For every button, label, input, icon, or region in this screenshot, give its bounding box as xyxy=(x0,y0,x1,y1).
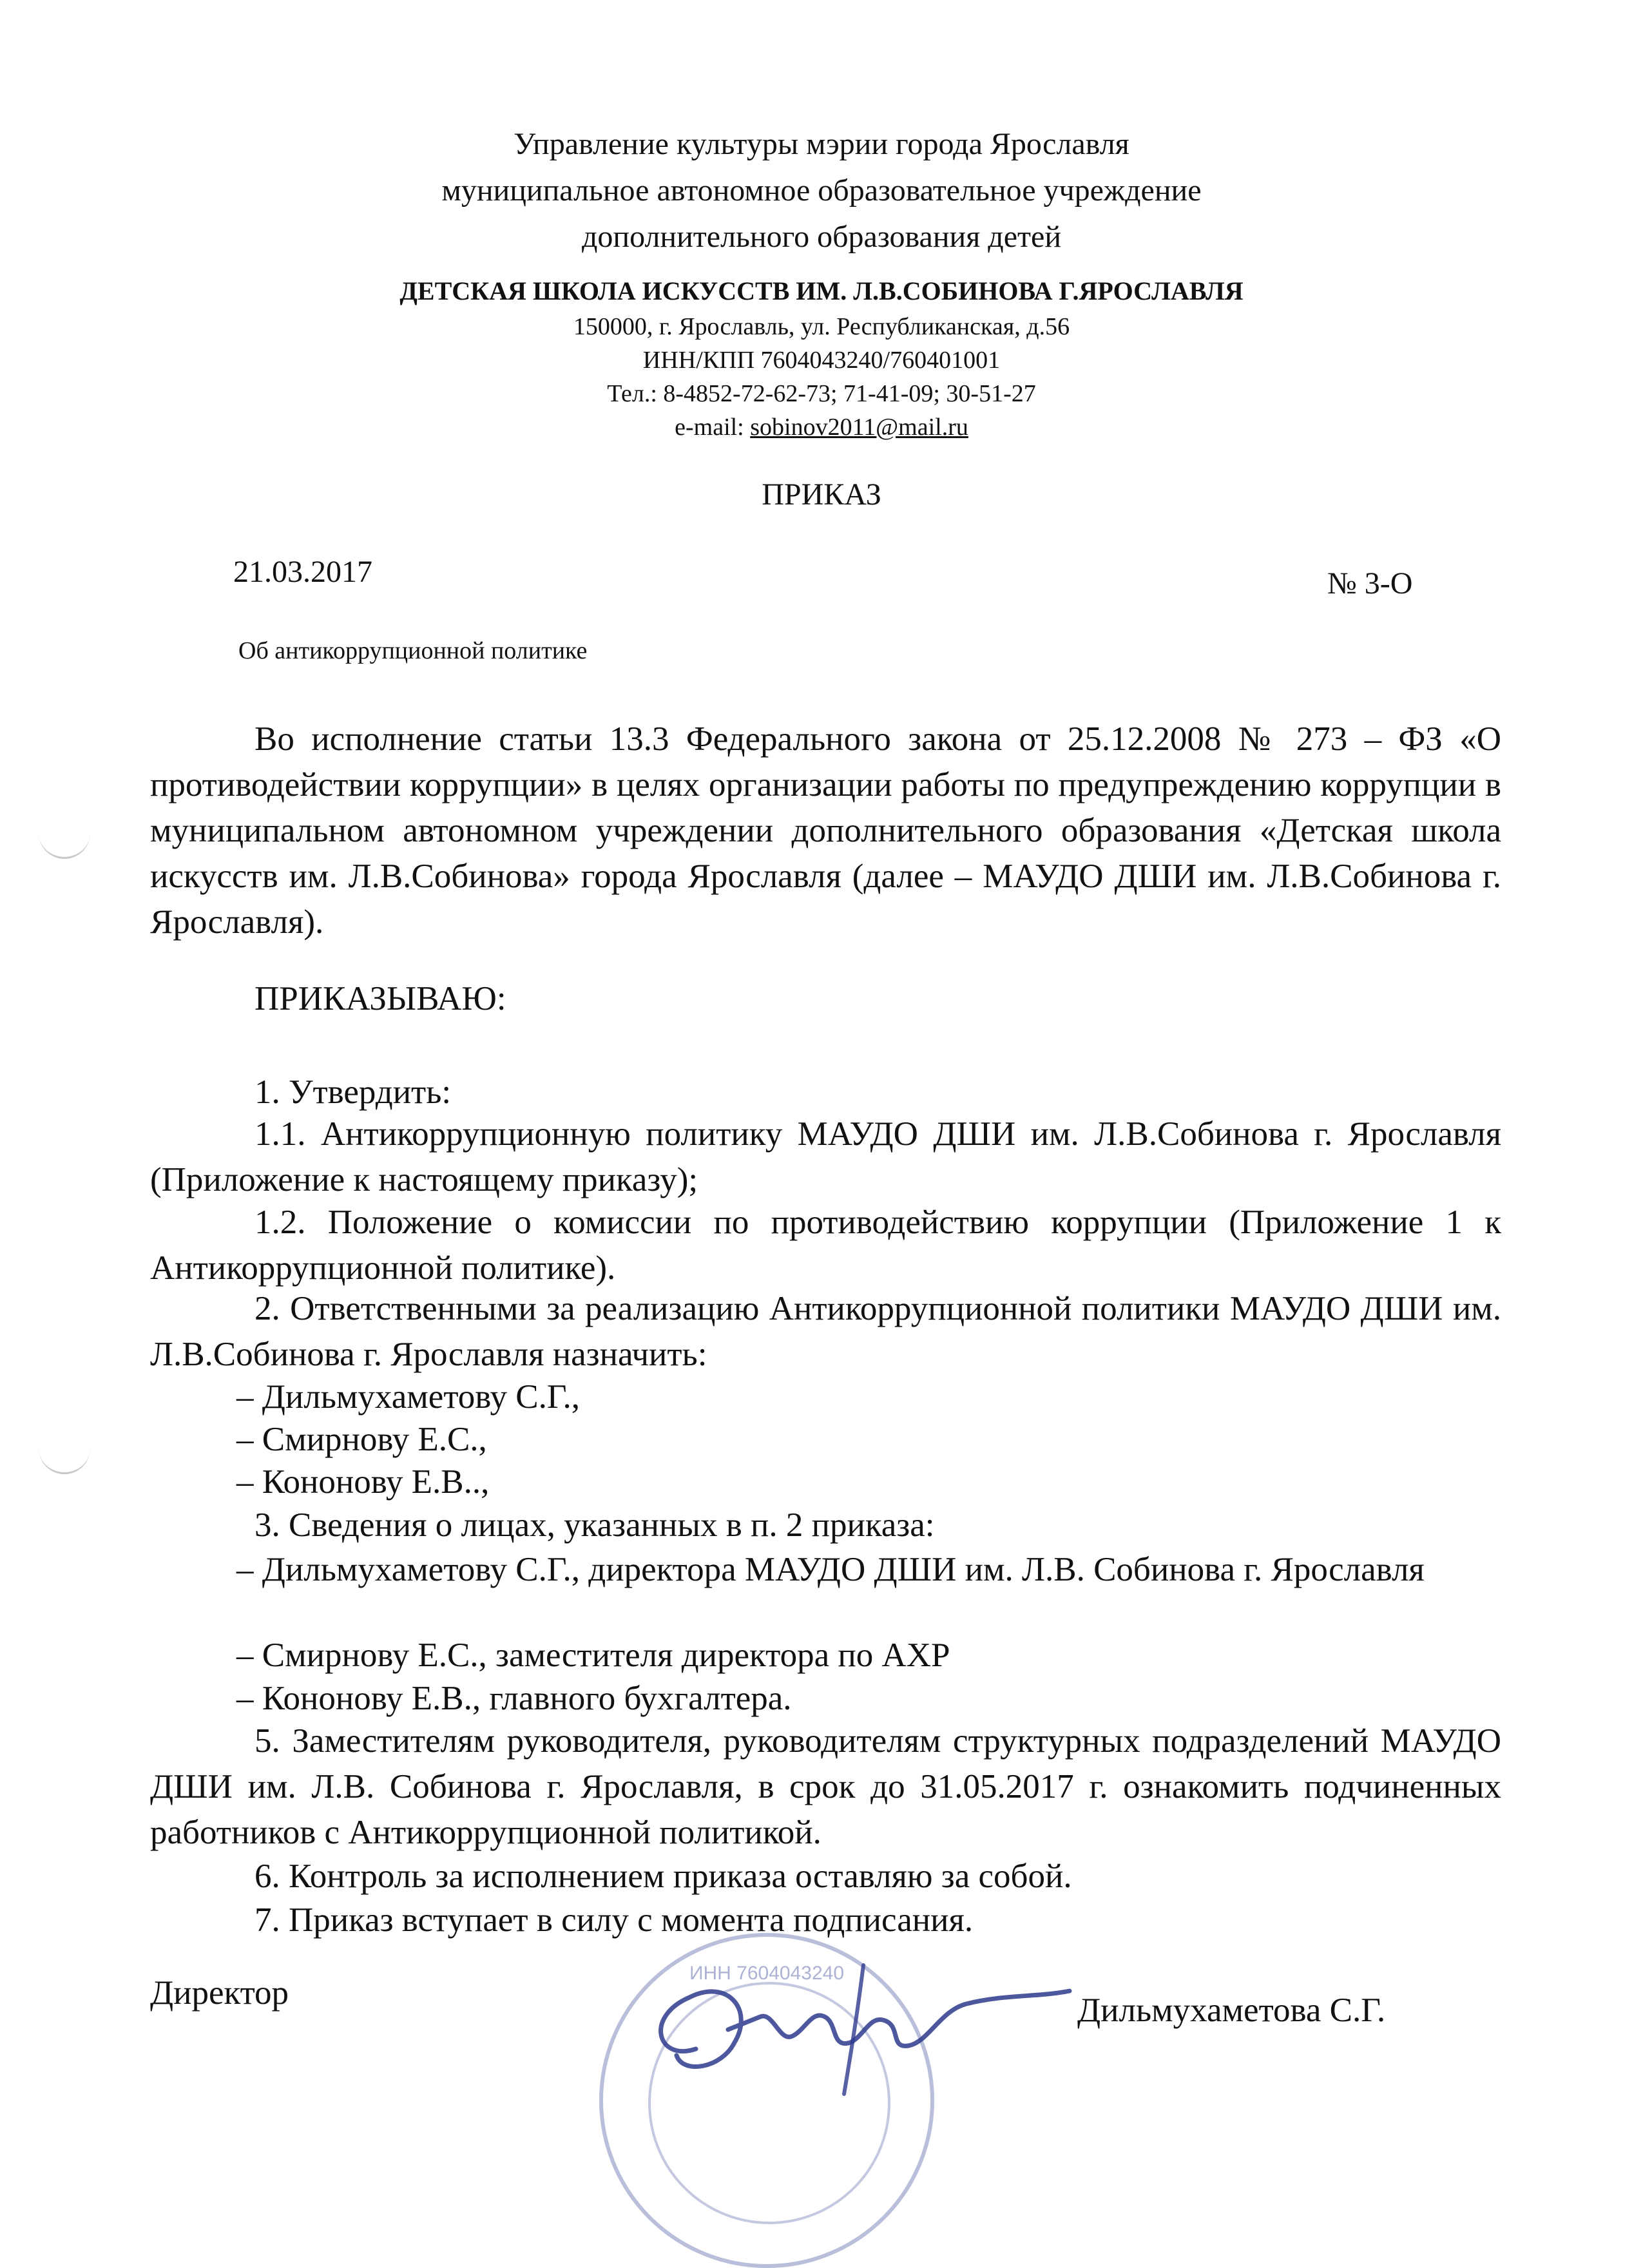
punch-hole-mark xyxy=(39,1446,90,1474)
header-phones: Тел.: 8-4852-72-62-73; 71-41-09; 30-51-27 xyxy=(607,380,1036,407)
stamp-text: ИНН 7604043240 xyxy=(689,1963,845,1984)
responsible-item: – Кононову Е.В.., xyxy=(236,1463,490,1501)
item-1-1: 1.1. Антикоррупционную политику МАУДО ДШИ им. Л.В.Собинова г. Ярославля (Приложение к настоящему приказу); xyxy=(150,1115,1501,1198)
email-link[interactable]: sobinov2011@mail.ru xyxy=(750,414,968,441)
item-6: 6. Контроль за исполнением приказа оставляю за собой. xyxy=(255,1858,1072,1895)
signature-name: Дильмухаметова С.Г. xyxy=(1077,1992,1386,2029)
email-label: e-mail: xyxy=(675,414,751,441)
item-2: 2. Ответственными за реализацию Антикоррупционной политики МАУДО ДШИ им. Л.В.Собинова г. Ярославля назначить: xyxy=(150,1290,1501,1373)
punch-hole-mark xyxy=(39,831,90,859)
item-5: 5. Заместителям руководителя, руководителям структурных подразделений МАУДО ДШИ им. Л.В. Собинова г. Ярославля, в срок до 31.05.2017 г. ознакомить подчиненных работников с Антикоррупционной политикой. xyxy=(150,1722,1501,1851)
item-1: 1. Утвердить: xyxy=(255,1073,452,1111)
preamble-paragraph: Во исполнение статьи 13.3 Федерального закона от 25.12.2008 № 273 – ФЗ «О противодействии коррупции» в целях организации работы по предупреждению коррупции в муниципальном автономном учреждении дополнительного образования «Детская школа искусств им. Л.В.Собинова» города Ярославля (далее – МАУДО ДШИ им. Л.В.Собинова г. Ярославля). xyxy=(150,720,1501,941)
header-department: Управление культуры мэрии города Ярославля xyxy=(514,127,1129,161)
item-1-2: 1.2. Положение о комиссии по противодействию коррупции (Приложение 1 к Антикоррупционной политике). xyxy=(150,1204,1501,1287)
signature-position: Директор xyxy=(150,1974,289,2012)
responsible-item: – Дильмухаметову С.Г., xyxy=(236,1378,581,1416)
info-3: – Кононову Е.В., главного бухгалтера. xyxy=(236,1680,792,1717)
header-address: 150000, г. Ярославль, ул. Республиканская, д.56 xyxy=(573,313,1070,340)
order-title: ПРИКАЗ xyxy=(762,477,881,512)
item-3: 3. Сведения о лицах, указанных в п. 2 приказа: xyxy=(255,1506,935,1544)
order-number: № 3-О xyxy=(1327,566,1413,601)
signature-scribble xyxy=(619,1939,1082,2107)
info-2: – Смирнову Е.С., заместителя директора по АХР xyxy=(236,1637,950,1674)
header-institution-type: муниципальное автономное образовательное учреждение xyxy=(441,173,1202,207)
order-word: ПРИКАЗЫВАЮ: xyxy=(255,980,506,1017)
info-1: – Дильмухаметову С.Г., директора МАУДО ДШИ им. Л.В. Собинова г. Ярославля xyxy=(236,1551,1425,1588)
header-email-line xyxy=(0,410,1643,445)
order-date: 21.03.2017 xyxy=(233,555,372,589)
responsible-item: – Смирнову Е.С., xyxy=(236,1421,487,1458)
item-7: 7. Приказ вступает в силу с момента подписания. xyxy=(255,1901,974,1939)
header-school-name: ДЕТСКАЯ ШКОЛА ИСКУССТВ ИМ. Л.В.СОБИНОВА Г.ЯРОСЛАВЛЯ xyxy=(399,276,1244,305)
header-inn: ИНН/КПП 7604043240/760401001 xyxy=(642,347,1001,374)
header-education-type: дополнительного образования детей xyxy=(582,220,1061,254)
order-subject: Об антикоррупционной политике xyxy=(238,637,588,664)
